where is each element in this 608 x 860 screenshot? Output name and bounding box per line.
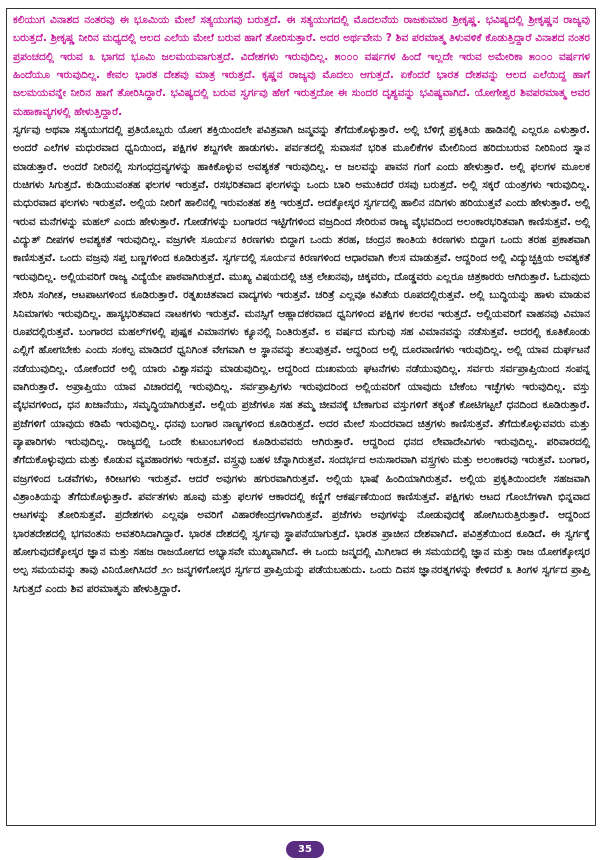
- page-content: [7, 9, 595, 598]
- intro-paragraph: ಕಲಿಯುಗ ವಿನಾಶದ ನಂತರವು ಈ ಭೂಮಿಯ ಮೇಲೆ ಸತ್ಯಯುಗವು ಬರುತ್ತದೆ. ಈ ಸತ್ಯಯುಗದಲ್ಲಿ ಮೊದಲನೆಯ ರಾಜಕುಮಾರ ಶ್ರೀಕೃಷ್ಣ. ಭವಿಷ್ಯದಲ್ಲಿ ಶ್ರೀಕೃಷ್ಣನ ರಾಜ್ಯವು ಬರುತ್ತದೆ. ಶ್ರೀಕೃಷ್ಣ ನೀರಿನ ಮಧ್ಯದಲ್ಲಿ ಆಲದ ಎಲೆಯ ಮೇಲೆ ಬರುವ ಹಾಗೆ ತೋರಿಸುತ್ತಾರೆ. ಅದರ ಅರ್ಥವೇನು ? ಶಿವ ಪರಮಾತ್ಮ ತಿಳುವಳಿಕೆ ಕೊಡುತ್ತಿದ್ದಾರೆ ವಿನಾಶದ ನಂತರ ಪ್ರಪಂಚದಲ್ಲಿ ಇರುವ ೩ ಭಾಗದ ಭೂಮಿ ಜಲಮಯವಾಗುತ್ತದೆ. ವಿದೇಶಗಳು ಇರುವುದಿಲ್ಲ. ೫೦೦೦ ವರ್ಷಗಳ ಹಿಂದೆ ಇಲ್ಲದೇ ಇರುವ ಅಮೇರಿಕಾ ೫೦೦೦ ವರ್ಷಗಳ ಹಿಂದೆಯೂ ಇರುವುದಿಲ್ಲ. ಕೇವಲ ಭಾರತ ದೇಶವು ಮಾತ್ರ ಇರುತ್ತದೆ. ಕೃಷ್ಣನ ರಾಜ್ಯವು ಮೊದಲು ಆಗುತ್ತದೆ. ಏಕೆಂದರೆ ಭಾರತ ದೇಶವನ್ನು ಆಲದ ಎಲೆಯಿದ್ದ ಹಾಗೆ ಜಲಮಯವನ್ನೇ ನೀರಿನ ಹಾಗೆ ತೋರಿಸಿದ್ದಾರೆ. ಭವಿಷ್ಯದಲ್ಲಿ ಬರುವ ಸ್ವರ್ಗವು ಹೇಗೆ ಇರುತ್ತದೋ ಈ ಸುಂದರ ದೃಶ್ಯವನ್ನು ಭವಿಷ್ಯವಾಗಿದೆ. ಯೋಗೇಶ್ವರ ಶಿವಪರಮಾತ್ಮ ಅವರ ಮಹಾಕಾವ್ಯಗಳಲ್ಲಿ ಹೇಳುತ್ತಿದ್ದಾರೆ.: [13, 14, 590, 118]
- page-border: [6, 8, 596, 826]
- main-paragraph: ಸ್ವರ್ಗವು ಅಥವಾ ಸತ್ಯಯುಗದಲ್ಲಿ ಪ್ರತಿಯೊಬ್ಬರು ಯೋಗ ಶಕ್ತಿಯಿಂದಲೇ ಪವಿತ್ರವಾಗಿ ಜನ್ಮವನ್ನು ತೆಗೆದುಕೊಳ್ಳುತ್ತಾರೆ. ಅಲ್ಲಿ ಬೆಳಿಗ್ಗೆ ಪ್ರಕೃತಿಯ ಹಾಡಿನಲ್ಲಿ ಎಲ್ಲರೂ ಎಳುತ್ತಾರೆ. ಅಂದರೆ ಎಲೆಗಳ ಮಧುರವಾದ ಧ್ವನಿಯಿಂದ, ಪಕ್ಷಿಗಳ ಶಬ್ದಗಳೇ ಹಾಡುಗಳು. ಪರ್ವತದಲ್ಲಿ ಸುವಾಸನೆ ಭರಿತ ಮೂಲಿಕೆಗಳ ಮೇಲಿನಿಂದ ಹರಿದುಬರುವ ನೀರಿನಿಂದ ಸ್ನಾನ ಮಾಡುತ್ತಾರೆ. ಅಂದರೆ ನೀರಿನಲ್ಲಿ ಸುಗಂಧದ್ರವ್ಯಗಳನ್ನು ಹಾಕಿಕೊಳ್ಳುವ ಅವಶ್ಯಕತೆ ಇರುವುದಿಲ್ಲ. ಆ ಜಲವನ್ನು ಪಾವನ ಗಂಗೆ ಎಂದು ಹೇಳುತ್ತಾರೆ. ಅಲ್ಲಿ ಫಲಗಳ ಮೂಲಕ ರುಚಿಗಳು ಸಿಗುತ್ತದೆ. ಕುಡಿಯುವಂತಹ ಫಲಗಳ ಇರುತ್ತವೆ. ರಸಭರಿತವಾದ ಫಲಗಳನ್ನು ಒಂದು ಬಾರಿ ಅಮುಕಿದರೆ ರಸವು ಬರುತ್ತದೆ. ಅಲ್ಲಿ ಸಕ್ಕರೆ ಯಂತ್ರಗಳು ಇರುವುದಿಲ್ಲ. ಮಧುರವಾದ ಫಲಗಳು ಇರುತ್ತವೆ. ಅಲ್ಲಿಯ ನೀರಿಗೆ ಹಾಲಿನಲ್ಲಿ ಇರುವಂತಹ ಶಕ್ತಿ ಇರುತ್ತದೆ. ಅದಕ್ಕೋಸ್ಕರ ಸ್ವರ್ಗದಲ್ಲಿ ಹಾಲಿನ ನದಿಗಳು ಹರಿಯುತ್ತವೆ ಎಂದು ಹೇಳುತ್ತಾರೆ. ಅಲ್ಲಿ ಇರುವ ಮನೆಗಳನ್ನು ಮಹಲ್ ಎಂದು ಹೇಳುತ್ತಾರೆ. ಗೋಡೆಗಳನ್ನು ಬಂಗಾರದ ಇಟ್ಟಿಗೆಗಳಿಂದ ವಜ್ರದಿಂದ ಸೇರಿರುವ ರಾಜ್ಯ ವೈಭವದಿಂದ ಅಲಂಕಾರಭರಿತವಾಗಿ ಕಾಣಿಸುತ್ತವೆ. ಅಲ್ಲಿ ವಿದ್ಯುತ್ ದೀಪಗಳ ಅವಶ್ಯಕತೆ ಇರುವುದಿಲ್ಲ. ವಜ್ರಗಳೇ ಸೂರ್ಯನ ಕಿರಣಗಳು ಬಿದ್ದಾಗ ಒಂದು ತರಹ, ಚಂದ್ರನ ಕಾಂತಿಯ ಕಿರಣಗಳು ಬಿದ್ದಾಗ ಒಂದು ತರಹ ಪ್ರಕಾಶವಾಗಿ ಕಾಣಿಸುತ್ತವೆ. ಒಂದು ವಜ್ರವು ಸಪ್ತ ಬಣ್ಣಗಳಿಂದ ಕೂಡಿರುತ್ತವೆ. ಸ್ವರ್ಗದಲ್ಲಿ ಸೂರ್ಯನ ಕಿರಣಗಳಿಂದ ಆಧಾರವಾಗಿ ಕೆಲಸ ಮಾಡುತ್ತವೆ. ಆದ್ದರಿಂದ ಅಲ್ಲಿ ವಿದ್ಯುಚ್ಛಕ್ತಿಯ ಅವಶ್ಯಕತೆ ಇರುವುದಿಲ್ಲ. ಅಲ್ಲಿಯವರಿಗೆ ರಾಜ್ಯ ವಿದ್ಯೆಯೇ ಪಾಠವಾಗಿರುತ್ತದೆ. ಮುಖ್ಯ ವಿಷಯದಲ್ಲಿ ಚಿತ್ರ ಲೇಖನವು, ಚಿಕ್ಕವರು, ದೊಡ್ಡವರು ಎಲ್ಲರೂ ಚಿತ್ರಕಾರರು ಆಗಿರುತ್ತಾರೆ. ಓದುವುದು ಸೇರಿಸಿ ಸಂಗೀತ, ಆಟಪಾಟಗಳಿಂದ ಕೂಡಿರುತ್ತಾರೆ. ರತ್ನಖಚಿತವಾದ ವಾದ್ಯಗಳು ಇರುತ್ತವೆ. ಚರಿತ್ರೆ ಎಲ್ಲವೂ ಕವಿತೆಯ ರೂಪದಲ್ಲಿರುತ್ತವೆ. ಅಲ್ಲಿ ಬುದ್ಧಿಯನ್ನು ಹಾಳು ಮಾಡುವ ಸಿನಿಮಾಗಳು ಇರುವುದಿಲ್ಲ. ಹಾಸ್ಯಭರಿತವಾದ ನಾಟಕಗಳು ಇರುತ್ತವೆ. ಮನಸ್ಸಿಗೆ ಆಹ್ಲಾದಕರವಾದ ಧ್ವನಿಗಳಿಂದ ಪಕ್ಷಿಗಳ ಕಲರವ ಇರುತ್ತದೆ. ಅಲ್ಲಿಯವರಿಗೆ ವಾಹನವು ವಿಮಾನ ರೂಪದಲ್ಲಿರುತ್ತವೆ. ಬಂಗಾರದ ಮಹಲ್‌ಗಳಲ್ಲಿ ಪುಷ್ಪಕ ವಿಮಾನಗಳು ಕ್ಯೂನಲ್ಲಿ ನಿಂತಿರುತ್ತವೆ. ೮ ವರ್ಷದ ಮಗುವು ಸಹ ವಿಮಾನವನ್ನು ನಡೆಸುತ್ತವೆ. ಅದರಲ್ಲಿ ಕೂತಿಕೊಂಡು ಎಲ್ಲಿಗೆ ಹೋಗಬೇಕು ಎಂದು ಸಂಕಲ್ಪ ಮಾಡಿದರೆ ಧ್ವನಿಗಿಂತ ವೇಗವಾಗಿ ಆ ಸ್ಥಾನವನ್ನು ತಲುಪುತ್ತವೆ. ಆದ್ದರಿಂದ ಅಲ್ಲಿ ದೂರವಾಣಿಗಳು ಇರುವುದಿಲ್ಲ. ಅಲ್ಲಿ ಯಾವ ದುರ್ಘಟನೆ ನಡೆಯುವುದಿಲ್ಲ. ಯೋಕೆಂದರೆ ಅಲ್ಲಿ ಯಾರು ವಿಶ್ವಾಸವನ್ನು ಮಾಡುವುದಿಲ್ಲ. ಆದ್ದರಿಂದ ದುಃಖಮಯ ಘಟನೆಗಳು ನಡೆಯುವುದಿಲ್ಲ. ಸರ್ವರು ಸರ್ವಪ್ರಾಪ್ತಿಯಿಂದ ಸಂಪನ್ನ ವಾಗಿರುತ್ತಾರೆ. ಅಪ್ರಾಪ್ತಿಯು ಯಾವ ವಿಚಾರದಲ್ಲಿ ಇರುವುದಿಲ್ಲ. ಸರ್ವಪ್ರಾಪ್ತಿಗಳು ಇರುವುದರಿಂದ ಅಲ್ಲಿಯವರಿಗೆ ಯಾವುದು ಬೇಕೆಂಬ ಇಚ್ಛೆಗಳು ಇರುವುದಿಲ್ಲ. ವಸ್ತು ವೈಭವಗಳಿಂದ, ಧನ ಖಜಾನೆಯು, ಸಮೃದ್ಧಿಯಾಗಿರುತ್ತವೆ. ಅಲ್ಲಿಯ ಪ್ರಜೆಗಳೂ ಸಹ ತಮ್ಮ ಜೀವನಕ್ಕೆ ಬೇಕಾಗುವ ವಸ್ತುಗಳಿಗೆ ತಕ್ಕಂತೆ ಕೋಟಿಗಟ್ಟಲೆ ಧನದಿಂದ ಕೂಡಿರುತ್ತಾರೆ. ಪ್ರಜೆಗಳಿಗೆ ಯಾವುದು ಕಡಿಮೆ ಇರುವುದಿಲ್ಲ. ಧನವು ಬಂಗಾರ ನಾಣ್ಯಗಳಿಂದ ಕೂಡಿರುತ್ತದೆ. ಅದರ ಮೇಲೆ ಸುಂದರವಾದ ಚಿತ್ರಗಳು ಕಾಣಿಸುತ್ತವೆ. ತೆಗೆದುಕೊಳ್ಳುವವರು ಮತ್ತು ವ್ಯಾಪಾರಿಗಳು ಇರುವುದಿಲ್ಲ. ರಾಜ್ಯದಲ್ಲಿ ಒಂದೇ ಕುಟುಂಬಗಳಿಂದ ಕೂಡಿರುವವರು ಆಗಿರುತ್ತಾರೆ. ಆದ್ದರಿಂದ ಧನದ ಲೇವಾದೇವಿಗಳು ಇರುವುದಿಲ್ಲ. ಪರಿವಾರದಲ್ಲಿ ತೆಗೆದುಕೊಳ್ಳುವುದು ಮತ್ತು ಕೊಡುವ ವ್ಯವಹಾರಗಳು ಇರುತ್ತವೆ. ವಸ್ತ್ರವು ಬಹಳ ಚೆನ್ನಾಗಿರುತ್ತವೆ. ಸಂದರ್ಭದ ಅನುಸಾರವಾಗಿ ವಸ್ತ್ರಗಳು ಮತ್ತು ಅಲಂಕಾರವು ಇರುತ್ತವೆ. ಬಂಗಾರ, ವಜ್ರಗಳಿಂದ ಒಡವೆಗಳು, ಕಿರೀಟಗಳು ಇರುತ್ತವೆ. ಆದರೆ ಅವುಗಳು ಹಗುರವಾಗಿರುತ್ತವೆ. ಅಲ್ಲಿಯ ಭಾಷೆ ಹಿಂದಿಯಾಗಿರುತ್ತವೆ. ಅಲ್ಲಿಯ ಪ್ರಕೃತಿಯಿಂದಲೇ ಸಹಜವಾಗಿ ವಿಶ್ರಾಂತಿಯನ್ನು ತೆಗೆದುಕೊಳ್ಳುತ್ತಾರೆ. ಪರ್ವತಗಳು ಹೂವು ಮತ್ತು ಫಲಗಳ ಆಕಾರದಲ್ಲಿ ಕಣ್ಣಿಗೆ ಆಕರ್ಷಣೆಯಿಂದ ಕಾಣಿಸುತ್ತವೆ. ಪಕ್ಷಿಗಳು ಆಟದ ಗೊಂಬೆಗಳಾಗಿ ಭಿನ್ನವಾದ ಆಟಗಳನ್ನು ತೋರಿಸುತ್ತವೆ. ಪ್ರದೇಶಗಳು ಎಲ್ಲವೂ ಅವರಿಗೆ ವಿಹಾರಕೇಂದ್ರಗಳಾಗಿರುತ್ತವೆ. ಪ್ರಜೆಗಳು ಅವುಗಳನ್ನು ನೋಡುವುದಕ್ಕೆ ಹೋಗಿಬರುತ್ತಿರುತ್ತಾರೆ. ಆದ್ದರಿಂದ ಭಾರತದೇಶದಲ್ಲಿ ಭಗವಂತನು ಅವತರಿಸಿದಾಗಿದ್ದಾರೆ. ಭಾರತ ದೇಶದಲ್ಲಿ ಸ್ವರ್ಗವು ಸ್ಥಾಪನೆಯಾಗುತ್ತದೆ. ಭಾರತ ಪ್ರಾಚೀನ ದೇಶವಾಗಿದೆ. ಪವಿತ್ರತೆಯಿಂದ ಕೂಡಿದೆ. ಈ ಸ್ವರ್ಗಕ್ಕೆ ಹೋಗುವುದಕ್ಕೋಸ್ಕರ ಜ್ಞಾನ ಮತ್ತು ಸಹಜ ರಾಜಯೋಗದ ಅಭ್ಯಾಸವೇ ಮುಖ್ಯವಾಗಿದೆ. ಈ ಒಂದು ಜನ್ಮದಲ್ಲಿ ಮಿಗಿಲಾದ ಈ ಸಮಯದಲ್ಲಿ ಜ್ಞಾನ ಮತ್ತು ರಾಜ ಯೋಗಕ್ಕೋಸ್ಕರ ಅಲ್ಪ ಸಮಯವನ್ನು ತಾವು ವಿನಿಯೋಗಿಸಿದರೆ ೨೧ ಜನ್ಮಗಳಿಗೋಸ್ಕರ ಸ್ವರ್ಗದ ಪ್ರಾಪ್ತಿಯನ್ನು ಪಡೆಯಬಹುದು. ಒಂದು ದಿವಸ ಜ್ಞಾನರತ್ನಗಳನ್ನು ಕೇಳಿದರೆ ೩ ತಿಂಗಳ ಸ್ವರ್ಗದ ಪ್ರಾಪ್ತಿ ಸಿಗುತ್ತದೆ ಎಂದು ಶಿವ ಪರಮಾತ್ಮನು ಹೇಳುತ್ತಿದ್ದಾರೆ.: [13, 124, 590, 595]
- page-number-badge: 35: [286, 841, 324, 858]
